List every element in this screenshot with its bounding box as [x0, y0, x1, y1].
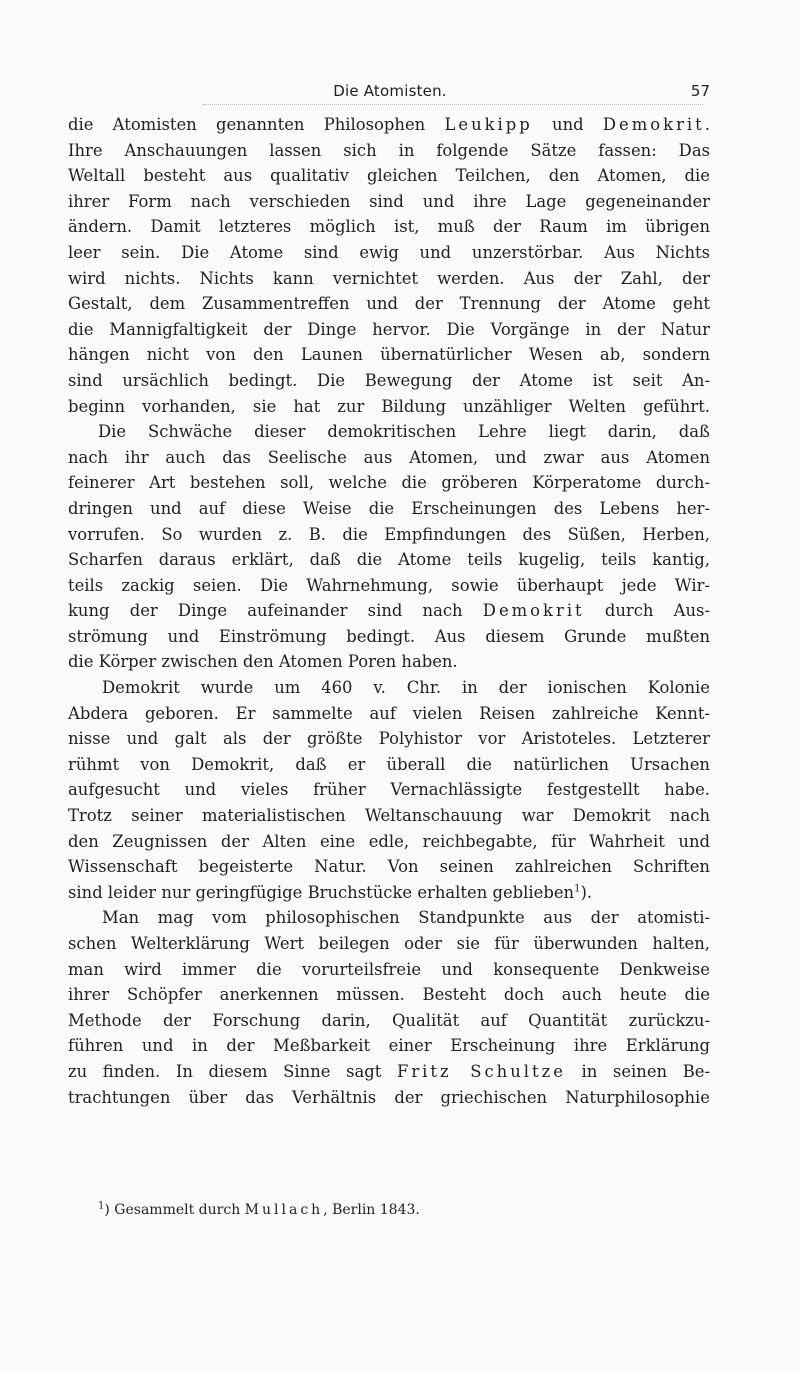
- text-line: nisse und galt als der größte Polyhistor vor Aristoteles. Letzterer: [68, 729, 710, 749]
- text-line: den Zeugnissen der Alten eine edle, reichbegabte, für Wahrheit und: [68, 831, 710, 851]
- text-line: sind ursächlich bedingt. Die Bewegung der Atome ist seit An-: [68, 370, 710, 390]
- person-name: Leukipp: [444, 115, 533, 134]
- text-line: man wird immer die vorurteilsfreie und konsequente Denkweise: [68, 959, 710, 979]
- text-line: Ihre Anschauungen lassen sich in folgende Sätze fassen: Das: [68, 140, 710, 160]
- text-line: hängen nicht von den Launen übernatürlicher Wesen ab, sondern: [68, 345, 710, 365]
- text-line: die Atomisten genannten Philosophen Leukipp und Demokrit.: [68, 115, 710, 134]
- text-line: schen Welterklärung Wert beilegen oder sie für überwunden halten,: [68, 934, 710, 953]
- header-rule: [203, 104, 703, 106]
- text-line: leer sein. Die Atome sind ewig und unzerstörbar. Aus Nichts: [68, 242, 710, 262]
- text-line: Die Schwäche dieser demokritischen Lehre liegt darin, daß: [98, 422, 710, 442]
- text-line: vorrufen. So wurden z. B. die Empfindungen des Süßen, Herben,: [68, 524, 710, 544]
- person-name: Demokrit: [602, 115, 705, 134]
- footnote-reference: 1: [574, 883, 581, 895]
- text-line: aufgesucht und vieles früher Vernachlässigte festgestellt habe.: [68, 780, 710, 800]
- text-line: feinerer Art bestehen soll, welche die gröberen Körperatome durch-: [68, 473, 710, 493]
- person-name: Mullach: [244, 1202, 324, 1218]
- text-line: die Körper zwischen den Atomen Poren haben.: [68, 652, 458, 672]
- text-line: Demokrit wurde um 460 v. Chr. in der ionischen Kolonie: [102, 678, 710, 698]
- text-line: ihrer Schöpfer anerkennen müssen. Besteht doch auch heute die: [68, 985, 710, 1005]
- body-text: [68, 112, 710, 1110]
- text-line: dringen und auf diese Weise die Erscheinungen des Lebens her-: [68, 498, 710, 518]
- text-line: Scharfen daraus erklärt, daß die Atome teils kugelig, teils kantig,: [68, 550, 710, 570]
- text-line: die Mannigfaltigkeit der Dinge hervor. Die Vorgänge in der Natur: [68, 319, 710, 339]
- text-line: trachtungen über das Verhältnis der griechischen Naturphilosophie: [68, 1087, 710, 1107]
- text-line: beginn vorhanden, sie hat zur Bildung unzähliger Welten geführt.: [68, 396, 710, 416]
- text-line: führen und in der Meßbarkeit einer Erscheinung ihre Erklärung: [68, 1036, 710, 1056]
- running-title: Die Atomisten.: [333, 82, 447, 100]
- text-line: Weltall besteht aus qualitativ gleichen Teilchen, den Atomen, die: [68, 166, 710, 186]
- text-line: Abdera geboren. Er sammelte auf vielen Reisen zahlreiche Kennt-: [68, 703, 710, 723]
- text-line: rühmt von Demokrit, daß er überall die natürlichen Ursachen: [68, 754, 710, 774]
- text-line: Gestalt, dem Zusammentreffen und der Trennung der Atome geht: [68, 294, 710, 314]
- page-number: 57: [690, 82, 710, 100]
- text-line: Trotz seiner materialistischen Weltanschauung war Demokrit nach: [68, 806, 710, 826]
- text-line: kung der Dinge aufeinander sind nach Demokrit durch Aus-: [68, 601, 710, 621]
- text-line: zu finden. In diesem Sinne sagt Fritz Schultze in seinen Be-: [68, 1061, 710, 1081]
- text-line: wird nichts. Nichts kann vernichtet werden. Aus der Zahl, der: [68, 268, 710, 288]
- person-name: Demokrit: [482, 601, 585, 621]
- text-line: nach ihr auch das Seelische aus Atomen, und zwar aus Atomen: [68, 447, 710, 467]
- text-line: Man mag vom philosophischen Standpunkte aus der atomisti-: [102, 908, 710, 928]
- text-line: ändern. Damit letzteres möglich ist, muß der Raum im übrigen: [68, 217, 710, 237]
- text-line: Methode der Forschung darin, Qualität auf Quantität zurückzu-: [68, 1010, 710, 1030]
- text-line: Wissenschaft begeisterte Natur. Von seinen zahlreichen Schriften: [68, 857, 710, 877]
- footnote-mark: 1: [98, 1200, 105, 1212]
- text-line: strömung und Einströmung bedingt. Aus diesem Grunde mußten: [68, 626, 710, 646]
- text-line: sind leider nur geringfügige Bruchstücke erhalten geblieben$^1$).: [68, 882, 593, 902]
- text-line: teils zackig seien. Die Wahrnehmung, sowie überhaupt jede Wir-: [68, 575, 710, 595]
- person-name: Fritz Schultze: [396, 1061, 566, 1081]
- text-line: ihrer Form nach verschieden sind und ihre Lage gegeneinander: [68, 191, 710, 211]
- footnote: $^1$) Gesammelt durch Mullach, Berlin 1843.: [98, 1200, 420, 1218]
